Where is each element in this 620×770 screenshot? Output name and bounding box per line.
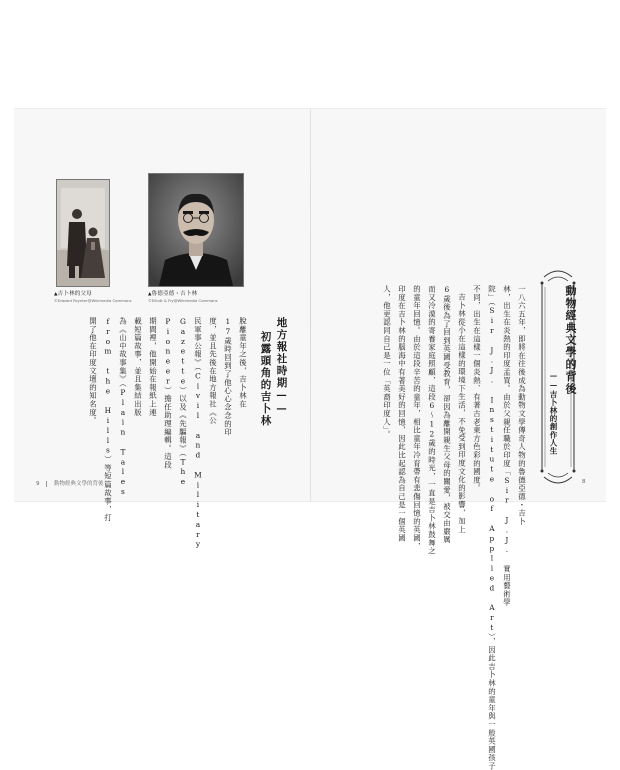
right-body-column: 的童年回憶。由於這段辛苦的童年，相比童年冷育帶有悲傷回憶的英國，: [412, 285, 422, 551]
left-body-column: from the Hills）等短篇故事，打: [103, 317, 113, 522]
running-head: 動物經典文學的背後: [54, 481, 104, 487]
right-body-column: 一八六五年，即將在往後成為動物文學傳奇人物的魯德亞德・吉卜: [517, 285, 527, 526]
left-body-column: 度，並且先後在地方報社《公: [208, 317, 218, 425]
parents-photo-caption: ▲吉卜林的父母: [54, 291, 92, 297]
caption-triangle-icon: ▲: [54, 292, 58, 297]
section-heading-line-2: 初露頭角的吉卜林: [259, 331, 272, 427]
left-body-column: 脫離童年之後，吉卜林在: [238, 317, 248, 409]
chapter-title: 動物經典文學的背後: [564, 285, 577, 395]
book-gutter: [310, 109, 311, 501]
right-body-column: 人，他更認同自己是一位「英裔印度人」。: [382, 285, 392, 439]
right-body-column: 不同，出生在這樣一個炎熱、有著古老東方色彩的國度。: [472, 285, 482, 493]
chapter-subtitle: ——吉卜林的創作人生: [549, 371, 558, 455]
left-body-column: Pioneer）擔任助理編輯。這段: [163, 317, 173, 470]
book-spread: [14, 108, 606, 770]
kipling-portrait-credit: ©Elliott & Fry@Wikimedia Commons: [148, 298, 218, 303]
section-heading-line-1: 地方報社時期——: [275, 317, 288, 416]
right-body-column: 印度在吉卜林的腦海中有著美好的回憶，因此比起認為自己是一個英國: [397, 285, 407, 543]
left-body-column: 期間裡，他開始在報紙上連: [148, 317, 158, 417]
right-body-column: 6歲後為了回到英國受教育，卻因為離開親生父母的關愛，被交由嚴厲: [442, 285, 452, 544]
page-number: 9: [36, 481, 40, 487]
right-body-column: 吉卜林從小在這樣的環境下生活，不免受到印度文化的影響，加上: [457, 293, 467, 534]
left-body-column: 載短篇故事，並且集結出版: [133, 317, 143, 417]
left-body-column: Gazette）以及《先驅報》（The: [178, 317, 188, 487]
left-body-column: 民軍事公報》（Civil and Military: [193, 317, 203, 550]
caption-triangle-icon: ▲: [148, 292, 152, 297]
left-page-folio: [36, 479, 104, 487]
right-body-column: 院」（Sir J.J. Institute of Applied Art），因此吉卜林的童年與一般英國孩子: [487, 285, 497, 770]
left-body-column: 開了他在印度文壇的知名度。: [88, 317, 98, 425]
right-body-column: 林，出生在炎熱的印度孟買。由於父親任職於印度「Sir J.J. 實用藝術學: [502, 285, 512, 607]
left-body-column: 為《山中故事集》（Plain Tales: [118, 317, 128, 497]
right-body-column: 而又冷漠的寄養家庭照顧，這段6～12歲的時光，一直是吉卜林鼓舞之: [427, 285, 437, 556]
parents-photo: [56, 179, 110, 287]
kipling-portrait-photo: [148, 173, 244, 287]
kipling-portrait-caption: ▲魯德亞德・吉卜林: [148, 291, 198, 297]
left-body-column: 17歲時回到了他心心念念的印: [223, 317, 233, 437]
parents-photo-credit: ©Edward Poynter@Wikimedia Commons: [54, 298, 132, 303]
right-page-number: 8: [582, 479, 586, 485]
